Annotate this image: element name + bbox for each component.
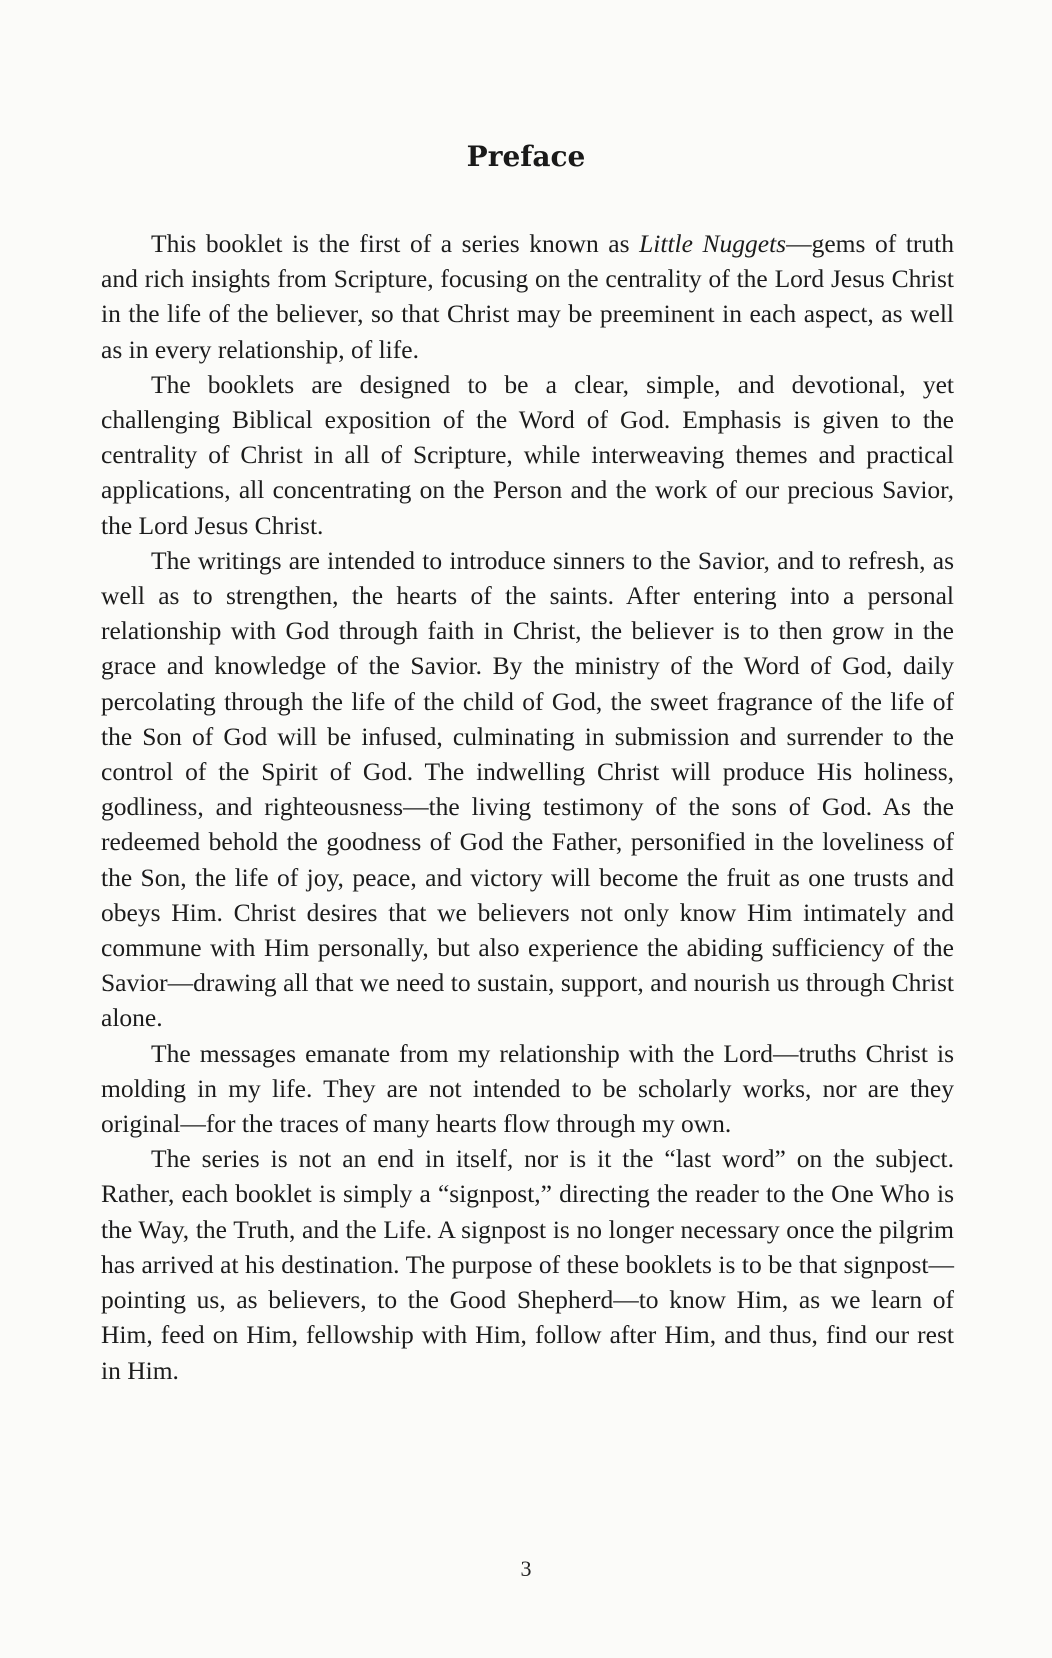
preface-body xyxy=(101,226,954,1388)
series-title: Little Nuggets xyxy=(639,229,787,258)
paragraph-1-lead: This booklet is the first of a series known as xyxy=(151,229,640,258)
paragraph-1 xyxy=(101,226,954,367)
page-number: 3 xyxy=(520,1556,532,1581)
paragraph-3: The writings are intended to introduce sinners to the Savior, and to refresh, as well as to strengthen, the hearts of the saints. After entering into a personal relationship with God through faith in Christ, the believer is to then grow in the grace and knowledge of the Savior. By the ministry of the Word of God, daily percolating through the life of the child of God, the sweet fragrance of the life of the Son of God will be infused, culminating in submission and surrender to the control of the Spirit of God. The indwelling Christ will produce His holiness, godliness, and righteousness—the living testimony of the sons of God. As the redeemed behold the goodness of God the Father, personified in the loveliness of the Son, the life of joy, peace, and victory will become the fruit as one trusts and obeys Him. Christ desires that we believers not only know Him intimately and commune with Him personally, but also experience the abiding sufficiency of the Savior—drawing all that we need to sustain, support, and nourish us through Christ alone. xyxy=(101,545,954,1033)
page-title: Preface xyxy=(466,140,586,173)
paragraph-1-rest: —gems of truth and rich insights from Scripture, focusing on the centrality of the Lord Jesus Christ in the life of the believer, so that Christ may be preeminent in each aspect, as well as in every relationship, of life. xyxy=(101,229,954,364)
paragraph-4: The messages emanate from my relationship with the Lord—truths Christ is molding in my life. They are not intended to be scholarly works, nor are they original—for the traces of many hearts flow through my own. xyxy=(101,1038,954,1139)
paragraph-5: The series is not an end in itself, nor is it the “last word” on the subject. Rather, each booklet is simply a “signpost,” directing the reader to the One Who is the Way, the Truth, and the Life. A signpost is no longer necessary once the pilgrim has arrived at his destination. The purpose of these booklets is to be that signpost—pointing us, as believers, to the Good Shepherd—to know Him, as we learn of Him, feed on Him, fellowship with Him, follow after Him, and thus, find our rest in Him. xyxy=(101,1144,954,1385)
paragraph-2: The booklets are designed to be a clear, simple, and devotional, yet challenging Biblical exposition of the Word of God. Emphasis is given to the centrality of Christ in all of Scripture, while interweaving themes and practical applications, all concentrating on the Person and the work of our precious Savior, the Lord Jesus Christ. xyxy=(101,369,954,540)
